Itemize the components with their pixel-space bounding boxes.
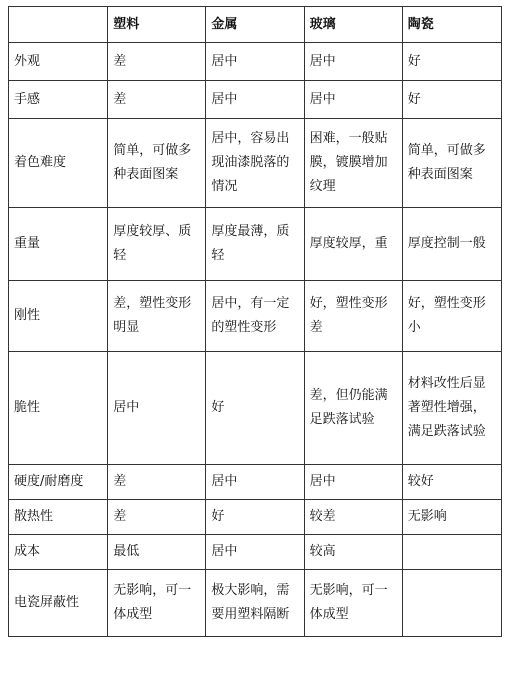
cell-metal: 居中 bbox=[206, 43, 304, 81]
cell-plastic: 差 bbox=[108, 81, 206, 119]
cell-metal: 居中，容易出现油漆脱落的情况 bbox=[206, 119, 304, 208]
cell-plastic: 差，塑性变形明显 bbox=[108, 281, 206, 352]
cell-ceramic: 厚度控制一般 bbox=[402, 208, 501, 281]
cell-plastic: 居中 bbox=[108, 352, 206, 465]
row-label: 成本 bbox=[9, 535, 108, 570]
cell-plastic: 差 bbox=[108, 465, 206, 500]
table-row bbox=[9, 81, 502, 119]
cell-metal: 居中，有一定的塑性变形 bbox=[206, 281, 304, 352]
header-cell-plastic: 塑料 bbox=[108, 7, 206, 43]
table-row bbox=[9, 465, 502, 500]
row-label: 重量 bbox=[9, 208, 108, 281]
cell-glass: 居中 bbox=[304, 81, 402, 119]
header-cell-corner bbox=[9, 7, 108, 43]
cell-metal: 极大影响，需要用塑料隔断 bbox=[206, 570, 304, 637]
cell-ceramic: 简单，可做多种表面图案 bbox=[402, 119, 501, 208]
cell-ceramic: 好 bbox=[402, 81, 501, 119]
cell-plastic: 简单，可做多种表面图案 bbox=[108, 119, 206, 208]
row-label: 脆性 bbox=[9, 352, 108, 465]
cell-ceramic: 好 bbox=[402, 43, 501, 81]
row-label: 手感 bbox=[9, 81, 108, 119]
cell-glass: 较差 bbox=[304, 500, 402, 535]
cell-glass: 居中 bbox=[304, 43, 402, 81]
table-header-row bbox=[9, 7, 502, 43]
cell-glass: 厚度较厚，重 bbox=[304, 208, 402, 281]
cell-plastic: 差 bbox=[108, 43, 206, 81]
table-row bbox=[9, 535, 502, 570]
header-cell-metal: 金属 bbox=[206, 7, 304, 43]
cell-ceramic bbox=[402, 570, 501, 637]
cell-ceramic bbox=[402, 535, 501, 570]
cell-metal: 居中 bbox=[206, 81, 304, 119]
cell-glass: 较高 bbox=[304, 535, 402, 570]
cell-glass: 居中 bbox=[304, 465, 402, 500]
cell-metal: 厚度最薄，质轻 bbox=[206, 208, 304, 281]
cell-ceramic: 无影响 bbox=[402, 500, 501, 535]
header-cell-ceramic: 陶瓷 bbox=[402, 7, 501, 43]
row-label: 着色难度 bbox=[9, 119, 108, 208]
row-label: 散热性 bbox=[9, 500, 108, 535]
table-row bbox=[9, 570, 502, 637]
table-row bbox=[9, 208, 502, 281]
table-row bbox=[9, 352, 502, 465]
cell-glass: 好，塑性变形差 bbox=[304, 281, 402, 352]
cell-plastic: 厚度较厚、质轻 bbox=[108, 208, 206, 281]
row-label: 硬度/耐磨度 bbox=[9, 465, 108, 500]
cell-glass: 差，但仍能满足跌落试验 bbox=[304, 352, 402, 465]
cell-glass: 困难，一般贴膜，镀膜增加纹理 bbox=[304, 119, 402, 208]
cell-metal: 好 bbox=[206, 352, 304, 465]
header-cell-glass: 玻璃 bbox=[304, 7, 402, 43]
cell-glass: 无影响，可一体成型 bbox=[304, 570, 402, 637]
cell-plastic: 最低 bbox=[108, 535, 206, 570]
table-row bbox=[9, 43, 502, 81]
row-label: 外观 bbox=[9, 43, 108, 81]
cell-ceramic: 好，塑性变形小 bbox=[402, 281, 501, 352]
material-comparison-table bbox=[8, 6, 502, 637]
cell-metal: 居中 bbox=[206, 465, 304, 500]
table-row bbox=[9, 500, 502, 535]
table-row bbox=[9, 119, 502, 208]
row-label: 刚性 bbox=[9, 281, 108, 352]
row-label: 电瓷屏蔽性 bbox=[9, 570, 108, 637]
cell-ceramic: 较好 bbox=[402, 465, 501, 500]
table-row bbox=[9, 281, 502, 352]
cell-plastic: 无影响，可一体成型 bbox=[108, 570, 206, 637]
cell-metal: 好 bbox=[206, 500, 304, 535]
cell-metal: 居中 bbox=[206, 535, 304, 570]
cell-plastic: 差 bbox=[108, 500, 206, 535]
cell-ceramic: 材料改性后显著塑性增强，满足跌落试验 bbox=[402, 352, 501, 465]
